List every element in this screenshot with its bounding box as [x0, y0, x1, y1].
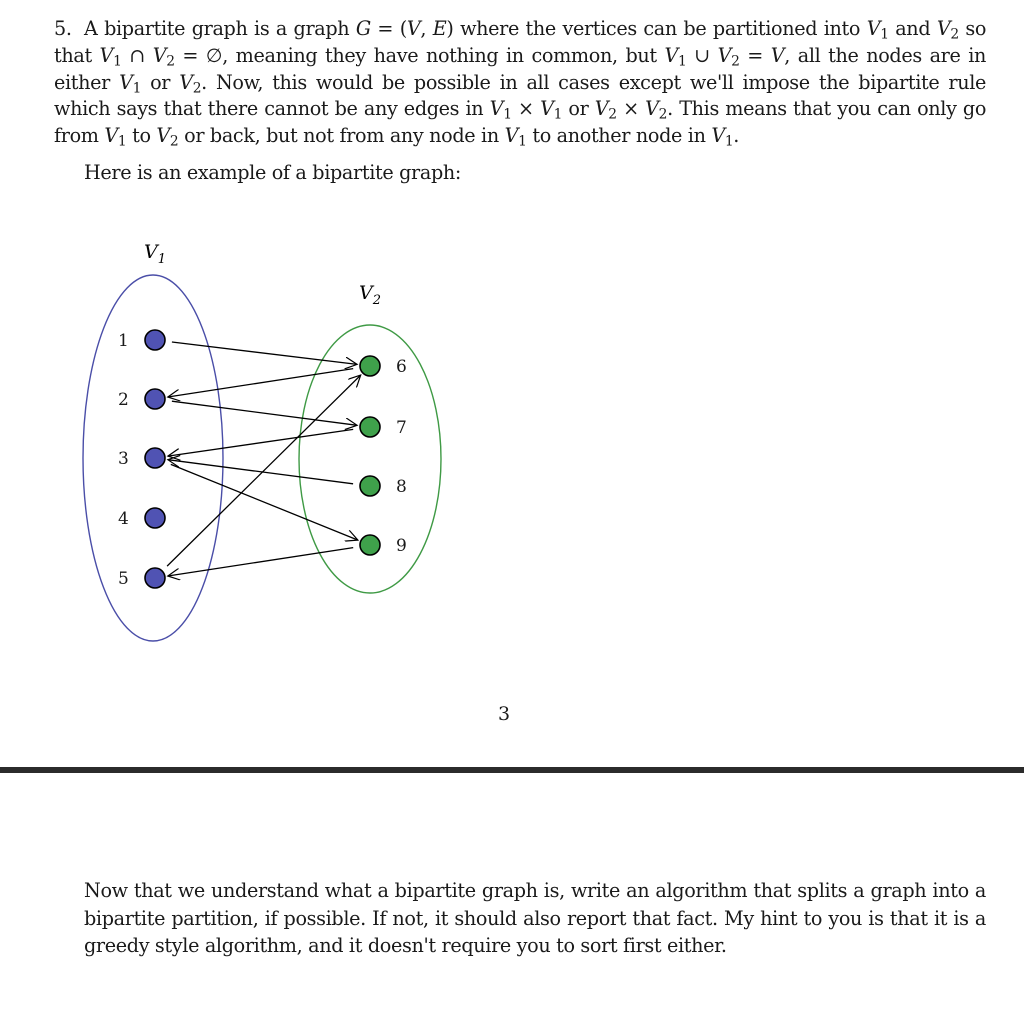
node-label-9: 9	[396, 536, 407, 556]
v2-set-label: $V_2$	[359, 282, 382, 308]
followup-question: Now that we understand what a bipartite graph is, write an algorithm that splits a graph into a bipartite partition, if possible. If not, it should also report that fact. My hint to you is that it is a greedy style algorithm, and it doesn't require you to sort first either.	[84, 879, 986, 957]
node-label-2: 2	[118, 390, 129, 410]
edge-1-to-6	[172, 342, 357, 364]
node-7	[360, 417, 380, 437]
section-divider	[0, 767, 1024, 773]
node-label-7: 7	[396, 418, 407, 438]
node-1	[145, 330, 165, 350]
node-8	[360, 476, 380, 496]
edge-9-to-5	[168, 548, 353, 576]
node-5	[145, 568, 165, 588]
node-3	[145, 448, 165, 468]
node-2	[145, 389, 165, 409]
nodes	[118, 330, 407, 589]
edge-8-to-3	[168, 460, 353, 484]
node-label-4: 4	[118, 509, 129, 529]
node-label-1: 1	[118, 331, 129, 351]
node-4	[145, 508, 165, 528]
problem-number: 5.	[54, 17, 72, 40]
edge-6-to-2	[168, 369, 353, 397]
node-9	[360, 535, 380, 555]
edge-2-to-7	[172, 401, 357, 425]
edges	[167, 342, 361, 576]
edge-7-to-3	[168, 429, 353, 456]
node-label-5: 5	[118, 569, 129, 589]
node-label-3: 3	[118, 449, 129, 469]
edge-3-to-9	[171, 464, 358, 540]
page-number: 3	[498, 703, 511, 725]
v1-set-label: $V_1$	[144, 241, 167, 267]
graph-intro: Here is an example of a bipartite graph:	[84, 160, 461, 184]
node-label-6: 6	[396, 357, 407, 377]
node-6	[360, 356, 380, 376]
node-label-8: 8	[396, 477, 407, 497]
problem-paragraph: 5. A bipartite graph is a graph G = (V, E) where the vertices can be partitioned into $V_1$ and $V_2$ so that $V_1$ ∩ $V_2$ = ∅, meaning they have nothing in common, but $V_1$ ∪ $V_2 = V$, all the nodes are in either $V_1$ or $V_2$. Now, this would be possible in all cases except we'll impose the bipartite rule which says that there cannot be any edges in $V_1 \times V_1$ or $V_2 \times V_2$. This means that you can only go from $V_1$ to $V_2$ or back, but not from any node in $V_1$ to another node in $V_1$.	[54, 17, 987, 150]
